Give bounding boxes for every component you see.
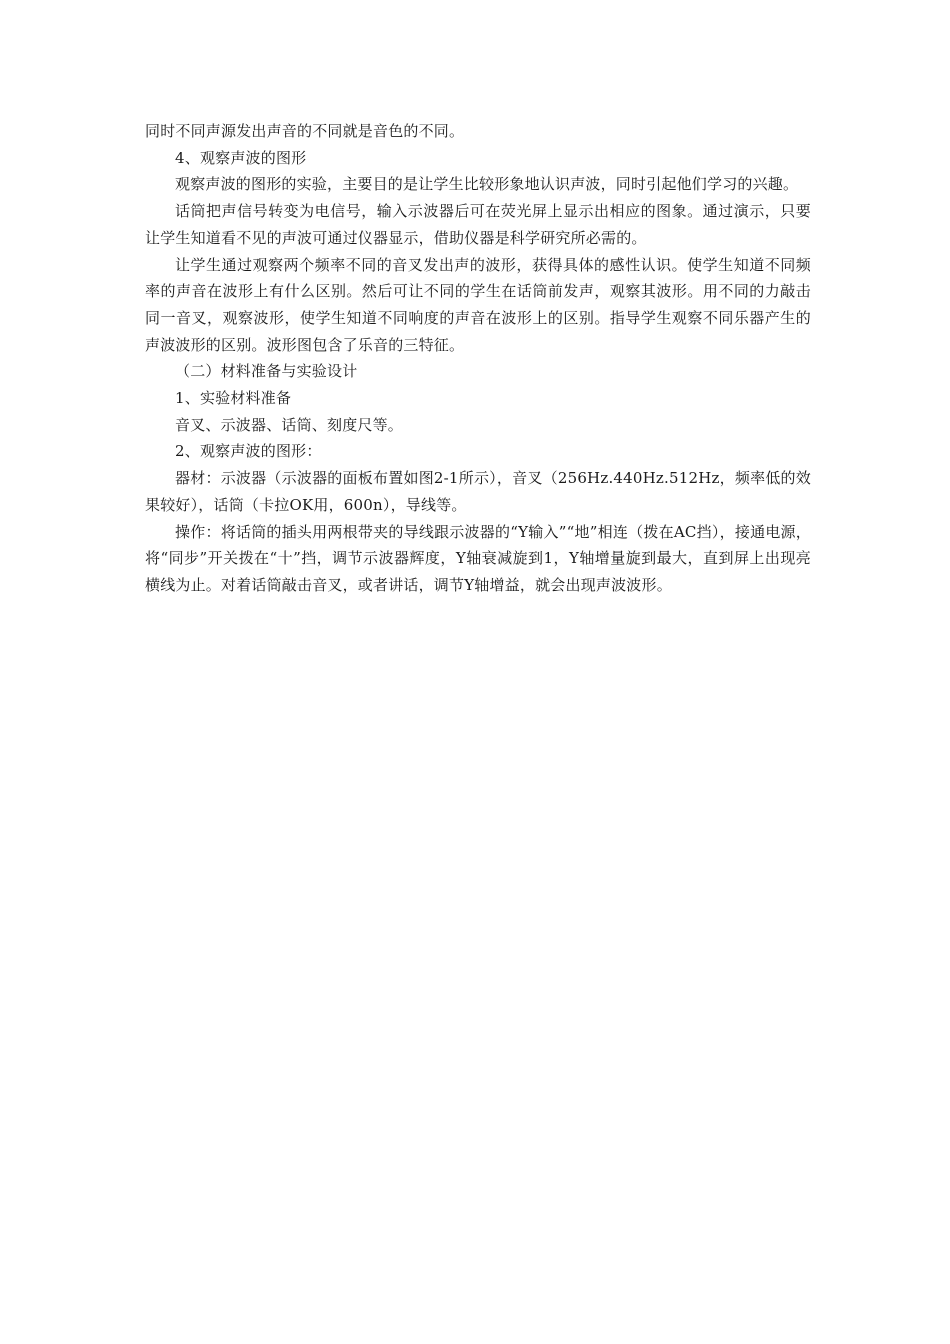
heading-observe-waveform: 4、观察声波的图形 xyxy=(175,148,307,167)
paragraph-5: 让学生通过观察两个频率不同的音叉发出声的波形，获得具体的感性认识。使学生知道不同频率的声音在波形上有什么区别。然后可让不同的学生在话筒前发声，观察其波形。用不同的力敲击同一音叉，观察波形，使学生知道不同响度的声音在波形上的区别。指导学生观察不同乐器产生的声波波形的区别。波形图包含了乐音的三特征。 xyxy=(145,255,811,354)
heading-materials-prep: 1、实验材料准备 xyxy=(175,389,292,408)
paragraph-materials-list: 音叉、示波器、话筒、刻度尺等。 xyxy=(175,415,404,434)
paragraph-equipment: 器材：示波器（示波器的面板布置如图2-1所示），音叉（256Hz.440Hz.512Hz，频率低的效果较好），话筒（卡拉OK用，600n），导线等。 xyxy=(145,469,811,514)
paragraph-3: 观察声波的图形的实验，主要目的是让学生比较形象地认识声波，同时引起他们学习的兴趣。 xyxy=(175,175,799,194)
paragraph-1: 同时不同声源发出声音的不同就是音色的不同。 xyxy=(145,122,465,140)
document-body xyxy=(145,118,811,599)
paragraph-operation: 操作：将话筒的插头用两根带夹的导线跟示波器的“Y输入”“地”相连（拨在AC挡），接通电源，将“同步”开关拨在“十”挡，调节示波器辉度，Y轴衰减旋到1，Y轴增量旋到最大，直到屏上出现亮横线为止。对着话筒敲击音叉，或者讲话，调节Y轴增益，就会出现声波波形。 xyxy=(145,522,811,594)
heading-observe-waveform-2: 2、观察声波的图形： xyxy=(175,442,322,461)
heading-materials-design: （二）材料准备与实验设计 xyxy=(175,362,358,381)
paragraph-4: 话筒把声信号转变为电信号，输入示波器后可在荧光屏上显示出相应的图象。通过演示，只要让学生知道看不见的声波可通过仪器显示，借助仪器是科学研究所必需的。 xyxy=(145,202,811,247)
